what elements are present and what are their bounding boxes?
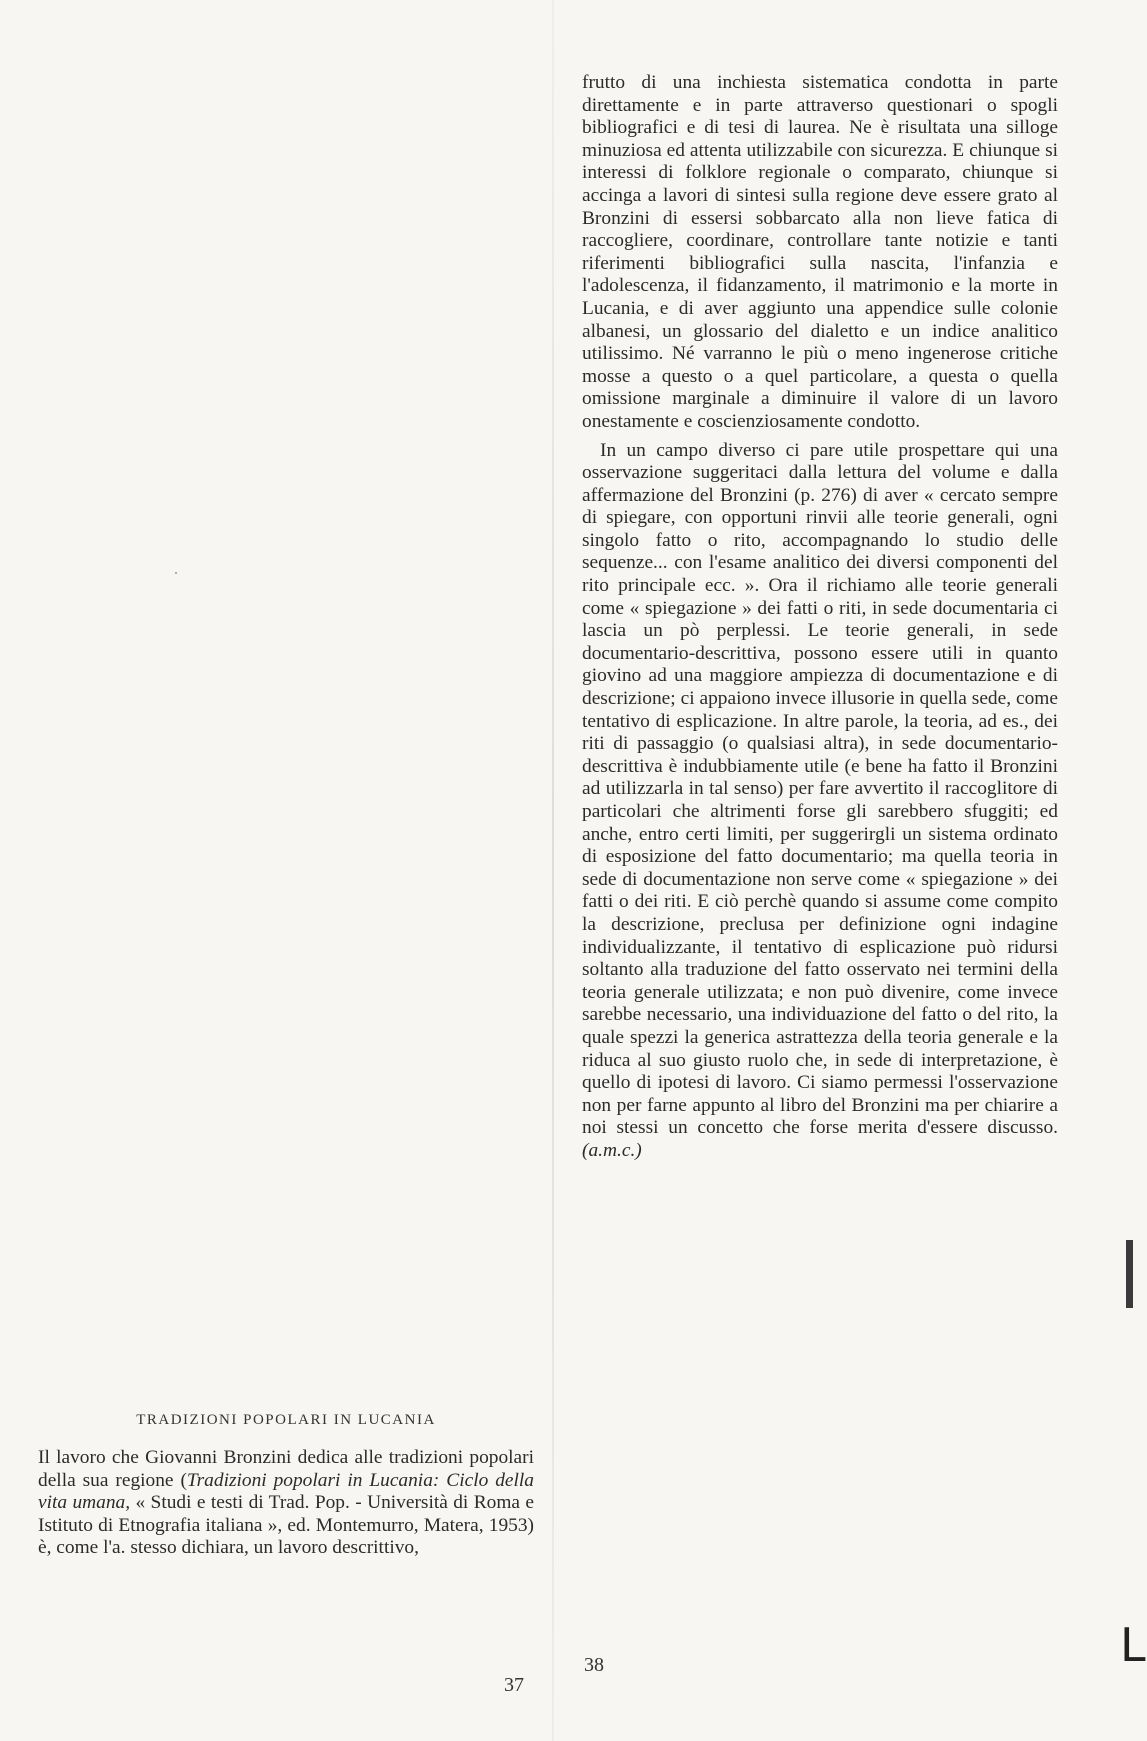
page-number-right: 38: [584, 1654, 604, 1676]
intro-paragraph: [38, 1447, 534, 1560]
left-column: [38, 1412, 534, 1560]
author-initials: (a.m.c.): [582, 1139, 642, 1161]
page-number-left: 37: [504, 1674, 524, 1696]
scan-edge-mark: [1126, 1240, 1133, 1308]
scan-speck: [175, 572, 177, 574]
paragraph-2-text: In un campo diverso ci pare utile prospettare qui una osservazione suggeritaci dalla lettura del volume e dalla affermazione del Bronzini (p. 276) di aver « cercato sempre di spiegare, con opportuni rinvii alle teorie generali, ogni singolo fatto o rito, accompagnando lo studio delle sequenze... con l'esame analitico dei diversi componenti del rito principale ecc. ». Ora il richiamo alle teorie generali come « spiegazione » dei fatti o riti, in sede documentaria ci lascia un pò perplessi. Le teorie generali, in sede documentario-descrittiva, possono essere utili in quanto giovino ad una maggiore ampiezza di documentazione e di descrizione; ci appaiono invece illusorie in quella sede, come tentativo di esplicazione. In altre parole, la teoria, ad es., dei riti di passaggio (o qualsiasi altra), in sede documentario-descrittiva è indubbiamente utile (e bene ha fatto il Bronzini ad utilizzarla in tal senso) per fare avvertito il raccoglitore di particolari che altrimenti forse gli sarebbero sfuggiti; ed anche, entro certi limiti, per suggerirgli un sistema ordinato di esposizione del fatto documentario; ma quella teoria in sede di documentazione non serve come « spiegazione » dei fatti o dei riti. E ciò perchè quando si assume come compito la descrizione, preclusa per definizione ogni indagine individualizzante, il tentativo di esplicazione può ridursi soltanto alla traduzione del fatto osservato nei termini della teoria generale utilizzata; e non può divenire, come invece sarebbe necessario, una individuazione del fatto o del rito, la quale spezzi la generica astrattezza della teoria generale e la riduca al suo giusto ruolo che, in sede di interpretazione, è quello di ipotesi di lavoro. Ci siamo permessi l'osservazione non per farne appunto al libro del Bronzini ma per chiarire a noi stessi un concetto che forse merita d'essere discusso.: [582, 439, 1058, 1139]
book-title: Tradizioni popolari in Lucania: Ciclo della vita umana,: [38, 1469, 534, 1514]
intro-text-a: Il lavoro che Giovanni Bronzini dedica alle tradizioni popolari della sua regione (: [38, 1447, 534, 1491]
handwritten-margin-mark: L: [1120, 1618, 1146, 1672]
section-heading: TRADIZIONI POPOLARI IN LUCANIA: [136, 1412, 436, 1428]
paragraph-1: frutto di una inchiesta sistematica condotta in parte direttamente e in parte attraverso questionari o spogli bibliografici e di tesi di laurea. Ne è risultata una silloge minuziosa ed attenta utilizzabile con sicurezza. E chiunque si interessi di folklore regionale o comparato, chiunque si accinga a lavori di sintesi sulla regione deve essere grato al Bronzini di essersi sobbarcato alla non lieve fatica di raccogliere, coordinare, controllare tante notizie e tanti riferimenti bibliografici sulla nascita, l'infanzia e l'adolescenza, il fidanzamento, il matrimonio e la morte in Lucania, e di aver aggiunto una appendice sulle colonie albanesi, un glossario del dialetto e un indice analitico utilissimo. Né varranno le più o meno ingenerose critiche mosse a questo o a quel particolare, a questa o quella omissione marginale a diminuire il valore di un lavoro onestamente e coscienziosamente condotto.: [582, 72, 1058, 432]
page-gutter: [552, 0, 554, 1741]
intro-text-b: « Studi e testi di Trad. Pop. - Università di Roma e Istituto di Etnografia italiana », ed. Montemurro, Matera, 1953) è, come l'a. stesso dichiara, un lavoro descrittivo,: [38, 1492, 534, 1559]
right-column: [582, 72, 1058, 1163]
paragraph-2: [582, 440, 1058, 1163]
